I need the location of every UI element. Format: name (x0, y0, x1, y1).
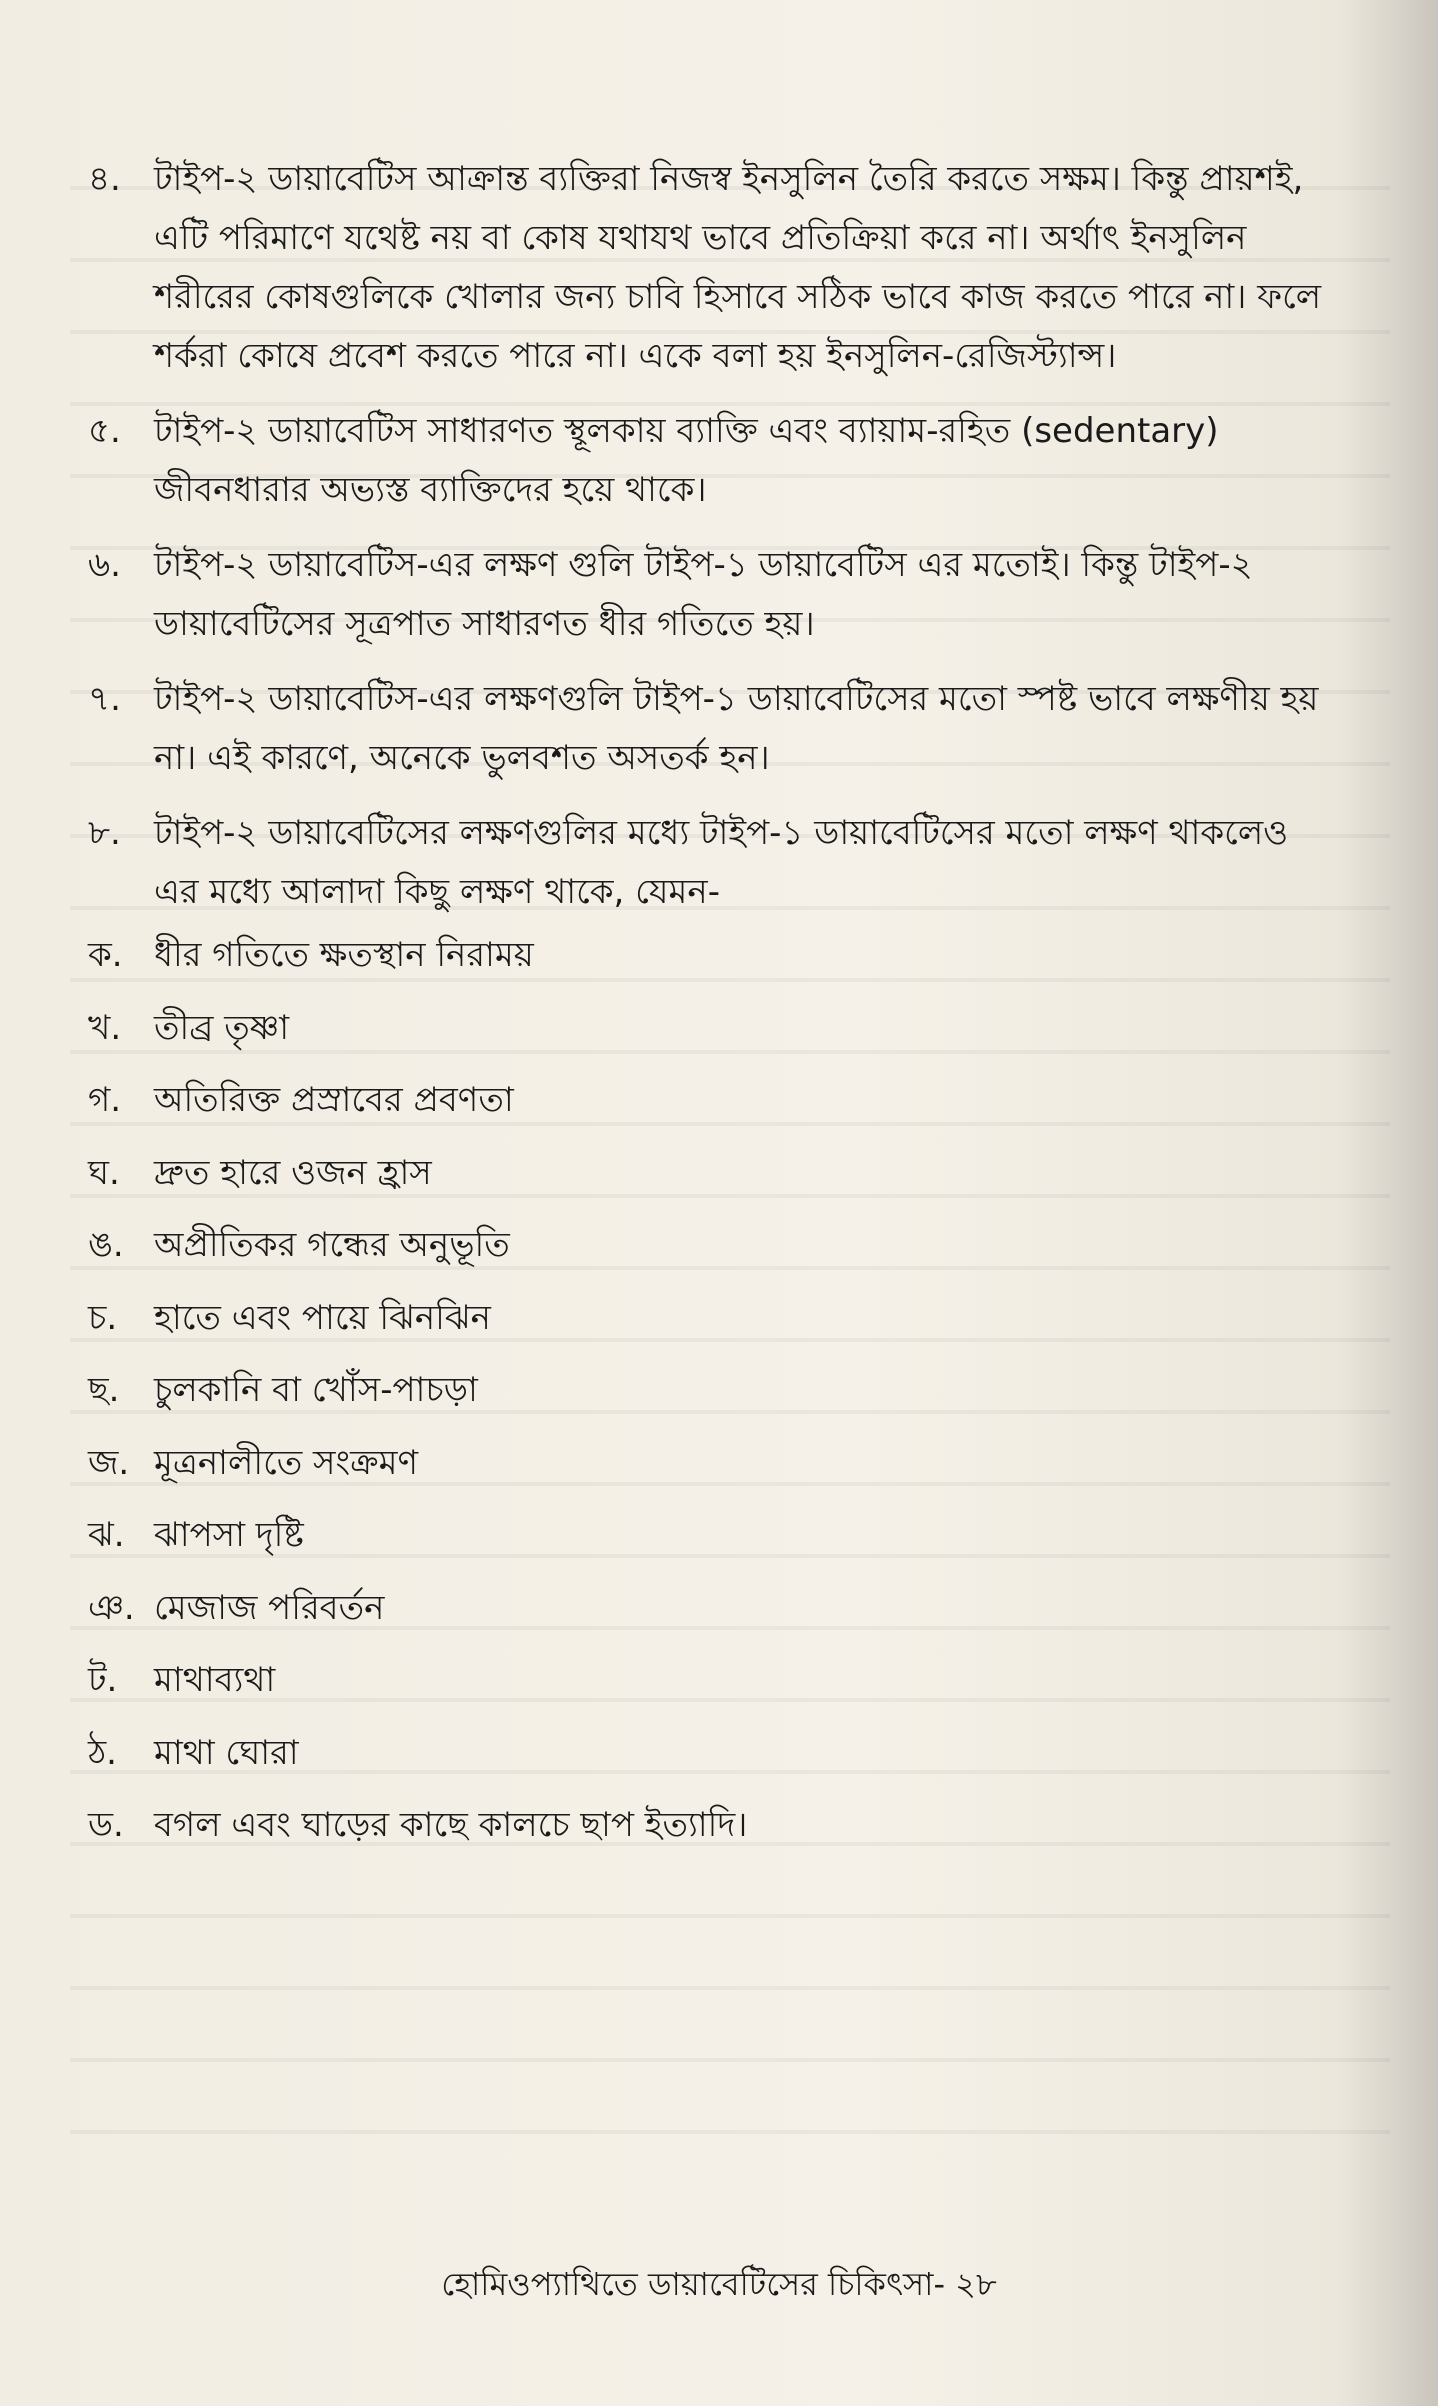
item-text: টাইপ-২ ডায়াবেটিস আক্রান্ত ব্যক্তিরা নিজস্ব ইনসুলিন তৈরি করতে সক্ষম। কিন্তু প্রায়শই, এটি পরিমাণে যথেষ্ট নয় বা কোষ যথাযথ ভাবে প্রতিক্রিয়া করে না। অর্থাৎ ইনসুলিন শরীরের কোষগুলিকে খোলার জন্য চাবি হিসাবে সঠিক ভাবে কাজ করতে পারে না। ফলে শর্করা কোষে প্রবেশ করতে পারে না। একে বলা হয় ইনসুলিন-রেজিস্ট্যান্স। (154, 159, 1322, 376)
symptom-label: চ. (88, 1297, 118, 1338)
symptom-label: ট. (88, 1660, 118, 1700)
symptom-text: বগল এবং ঘাড়ের কাছে কালচে ছাপ ইত্যাদি। (154, 1805, 748, 1845)
symptom-text: হাতে এবং পায়ে ঝিনঝিন (154, 1297, 491, 1338)
symptom-text: মাথাব্যথা (154, 1660, 276, 1700)
symptom-label: ঞ. (88, 1587, 135, 1628)
symptom-list (88, 926, 1338, 1869)
list-item (88, 150, 1338, 386)
symptom-text: অপ্রীতিকর গন্ধের অনুভূতি (154, 1225, 510, 1265)
item-number: ৪. (88, 159, 121, 199)
item-text: টাইপ-২ ডায়াবেটিস-এর লক্ষণ গুলি টাইপ-১ ডায়াবেটিস এর মতোই। কিন্তু টাইপ-২ ডায়াবেটিসের সূত্রপাত সাধারণত ধীর গতিতে হয়। (154, 545, 1253, 644)
symptom-item (88, 1289, 1338, 1362)
symptom-label: ঝ. (88, 1515, 125, 1555)
symptom-item (88, 1579, 1338, 1652)
page-content (88, 150, 1338, 1869)
symptom-text: মেজাজ পরিবর্তন (154, 1587, 385, 1628)
symptom-item (88, 1071, 1338, 1144)
item-text: টাইপ-২ ডায়াবেটিসের লক্ষণগুলির মধ্যে টাইপ-১ ডায়াবেটিসের মতো লক্ষণ থাকলেও এর মধ্যে আলাদা কিছু লক্ষণ থাকে, যেমন- (154, 813, 1289, 912)
symptom-label: জ. (88, 1442, 130, 1483)
symptom-label: খ. (88, 1007, 122, 1048)
list-item (88, 402, 1338, 520)
symptom-item (88, 1434, 1338, 1507)
item-text: টাইপ-২ ডায়াবেটিস-এর লক্ষণগুলি টাইপ-১ ডায়াবেটিসের মতো স্পষ্ট ভাবে লক্ষণীয় হয় না। এই কারণে, অনেকে ভুলবশত অসতর্ক হন। (154, 679, 1319, 778)
symptom-item (88, 1506, 1338, 1579)
symptom-text: মূত্রনালীতে সংক্রমণ (154, 1442, 419, 1483)
symptom-text: অতিরিক্ত প্রস্রাবের প্রবণতা (154, 1080, 514, 1120)
symptom-label: ছ. (88, 1370, 120, 1410)
symptom-label: ড. (88, 1805, 124, 1845)
item-number: ৮. (88, 813, 121, 853)
symptom-item (88, 926, 1338, 999)
symptom-item (88, 1651, 1338, 1724)
symptom-item (88, 1796, 1338, 1869)
symptom-label: ঘ. (88, 1152, 120, 1193)
symptom-label: ঙ. (88, 1225, 124, 1265)
symptom-text: তীব্র তৃষ্ণা (154, 1007, 290, 1048)
symptom-text: মাথা ঘোরা (154, 1732, 299, 1773)
symptom-label: ক. (88, 935, 123, 975)
item-number: ৬. (88, 545, 121, 585)
item-text: টাইপ-২ ডায়াবেটিস সাধারণত স্থূলকায় ব্যাক্তি এবং ব্যায়াম-রহিত (sedentary) জীবনধারার অভ্যস্ত ব্যাক্তিদের হয়ে থাকে। (154, 411, 1219, 510)
symptom-text: ঝাপসা দৃষ্টি (154, 1515, 304, 1555)
symptom-item (88, 1361, 1338, 1434)
list-item (88, 536, 1338, 654)
symptom-label: ঠ. (88, 1732, 117, 1773)
item-number: ৫. (88, 411, 121, 451)
symptom-label: গ. (88, 1080, 122, 1120)
symptom-item (88, 1216, 1338, 1289)
symptom-item (88, 1724, 1338, 1797)
item-number: ৭. (88, 679, 121, 719)
page-footer: হোমিওপ্যাথিতে ডায়াবেটিসের চিকিৎসা- ২৮ (441, 2265, 997, 2303)
list-item (88, 804, 1338, 922)
symptom-text: ধীর গতিতে ক্ষতস্থান নিরাময় (154, 935, 534, 975)
symptom-text: দ্রুত হারে ওজন হ্রাস (154, 1152, 432, 1193)
symptom-text: চুলকানি বা খোঁস-পাচড়া (154, 1370, 478, 1410)
list-item (88, 670, 1338, 788)
symptom-item (88, 1144, 1338, 1217)
symptom-item (88, 999, 1338, 1072)
